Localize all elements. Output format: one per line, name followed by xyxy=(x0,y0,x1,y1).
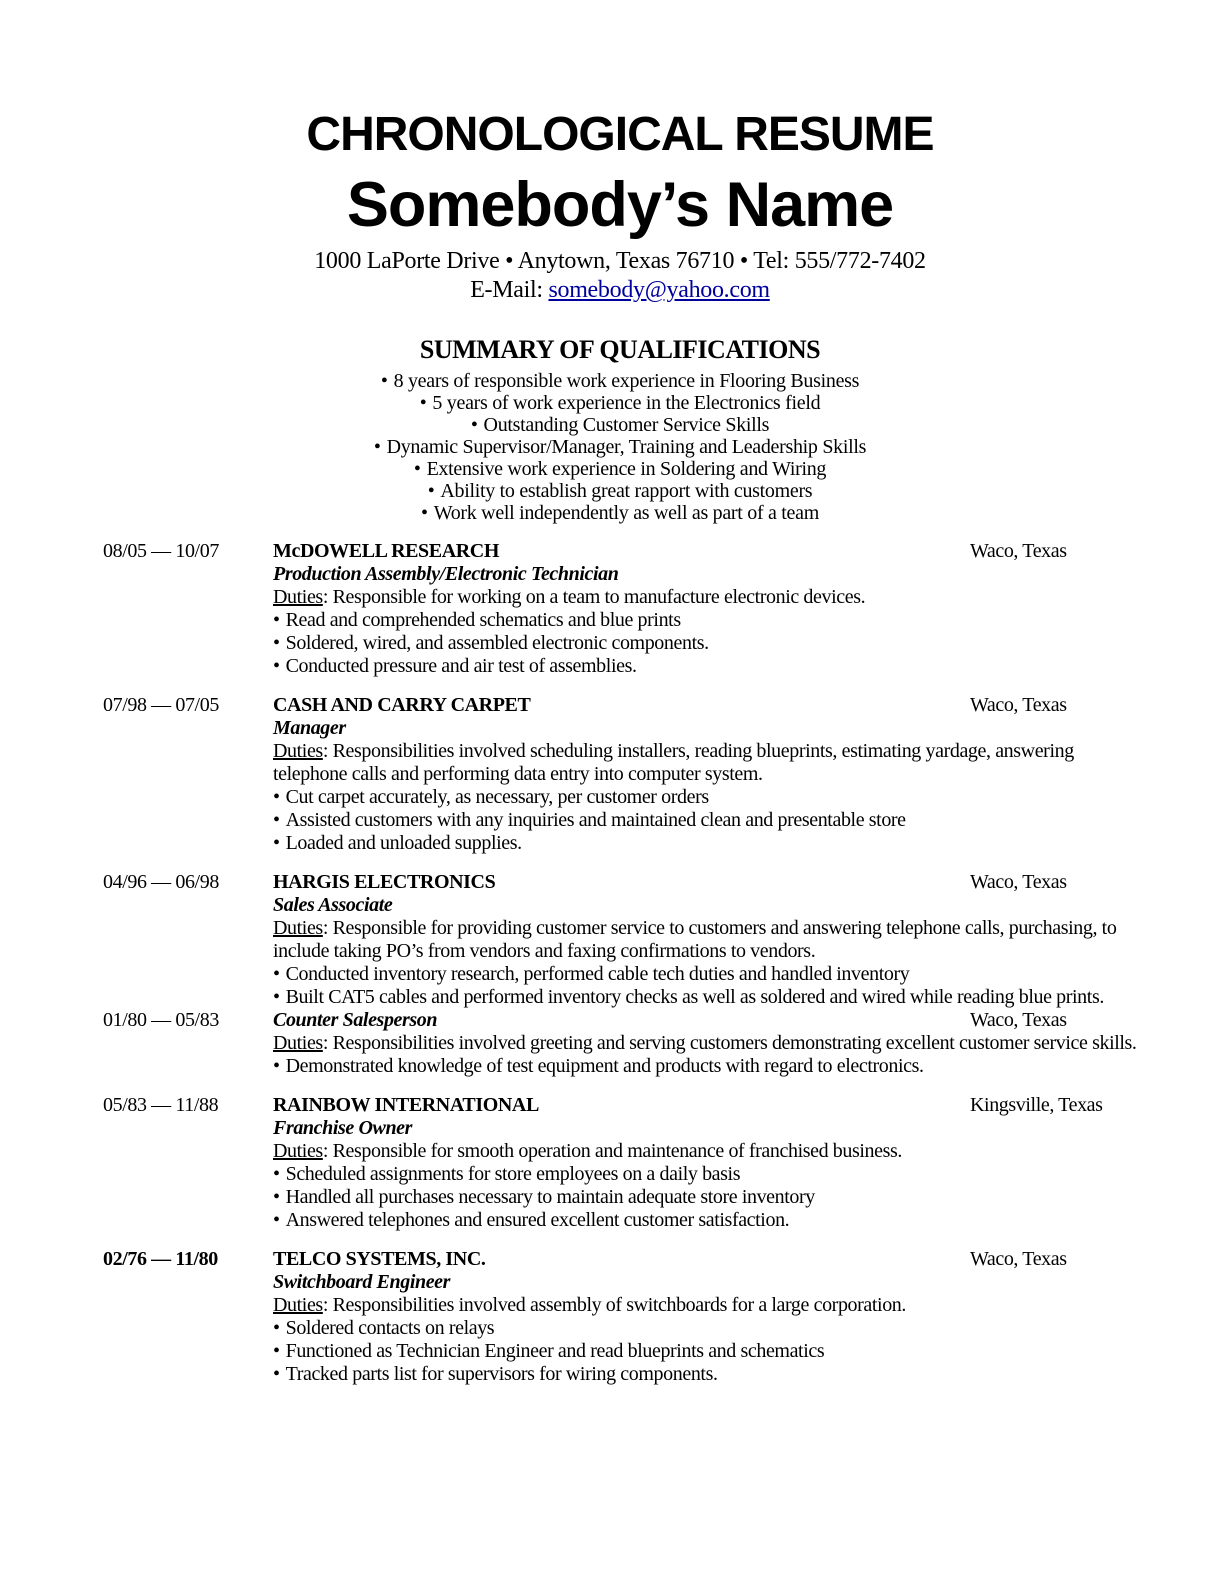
job-bullet-item xyxy=(273,632,1145,655)
bullet-icon: • xyxy=(419,392,427,414)
address-line: 1000 LaPorte Drive • Anytown, Texas 76710 • Tel: 555/772-7402 xyxy=(314,248,926,274)
job-bullet-text: Built CAT5 cables and performed inventory checks as well as soldered and wired while reading blue prints. xyxy=(285,986,1104,1008)
job-bullet-text: Soldered contacts on relays xyxy=(285,1317,495,1339)
bullet-icon: • xyxy=(427,480,435,502)
bullet-icon: • xyxy=(273,963,280,985)
job-bullet-text: Conducted pressure and air test of assemblies. xyxy=(285,655,637,677)
job-dates: 08/05 — 10/07 xyxy=(103,540,219,562)
duties-text: Responsibilities involved scheduling installers, reading blueprints, estimating yardage, answering telephone calls and performing data entry into computer system. xyxy=(273,740,1074,785)
bullet-icon: • xyxy=(380,370,388,392)
job-bullet-text: Assisted customers with any inquiries and maintained clean and presentable store xyxy=(285,809,906,831)
job-duties xyxy=(273,1032,1145,1055)
job-location: Waco, Texas xyxy=(970,1248,1067,1270)
duties-label: Duties xyxy=(273,1294,323,1316)
job-title: Counter Salesperson xyxy=(273,1009,438,1031)
bullet-icon: • xyxy=(273,786,280,808)
job-dates: 04/96 — 06/98 xyxy=(103,871,219,893)
summary-item xyxy=(16,436,1224,458)
job-duties xyxy=(273,1294,1145,1317)
job-bullet-item xyxy=(273,1163,1145,1186)
email-line xyxy=(16,276,1224,305)
job-entry xyxy=(103,1009,1224,1078)
job-bullet-item xyxy=(273,786,1145,809)
duties-label: Duties xyxy=(273,740,323,762)
duties-text: Responsible for working on a team to manufacture electronic devices. xyxy=(332,586,866,608)
job-content xyxy=(273,694,1145,855)
job-bullet-item xyxy=(273,986,1145,1009)
job-bullet-item xyxy=(273,1055,1145,1078)
job-duties xyxy=(273,740,1145,786)
bullet-icon: • xyxy=(373,436,381,458)
job-bullet-item xyxy=(273,809,1145,832)
bullet-icon: • xyxy=(273,1055,280,1077)
summary-item-text: Outstanding Customer Service Skills xyxy=(483,414,770,436)
job-entry xyxy=(103,1094,1224,1232)
summary-item xyxy=(16,480,1224,502)
company-name: HARGIS ELECTRONICS xyxy=(273,871,496,893)
job-entry xyxy=(103,540,1224,678)
job-bullet-item xyxy=(273,1209,1145,1232)
summary-item xyxy=(16,502,1224,524)
resume-header xyxy=(16,0,1224,305)
job-dates: 01/80 — 05/83 xyxy=(103,1009,219,1031)
duties-label: Duties xyxy=(273,1032,323,1054)
job-bullet-item xyxy=(273,1363,1145,1386)
job-bullet-item xyxy=(273,655,1145,678)
job-bullet-item xyxy=(273,1186,1145,1209)
summary-item xyxy=(16,414,1224,436)
job-bullet-text: Loaded and unloaded supplies. xyxy=(285,832,522,854)
bullet-icon: • xyxy=(273,1209,280,1231)
duties-label: Duties xyxy=(273,1140,323,1162)
job-duties xyxy=(273,586,1145,609)
job-title: Franchise Owner xyxy=(273,1117,413,1139)
summary-item xyxy=(16,458,1224,480)
company-name: TELCO SYSTEMS, INC. xyxy=(273,1248,486,1270)
bullet-icon: • xyxy=(273,1186,280,1208)
duties-colon: : xyxy=(322,1032,333,1054)
bullet-icon: • xyxy=(273,832,280,854)
duties-colon: : xyxy=(322,740,333,762)
job-duties xyxy=(273,1140,1145,1163)
job-dates: 02/76 — 11/80 xyxy=(103,1248,218,1270)
bullet-icon: • xyxy=(273,1363,280,1385)
company-name: RAINBOW INTERNATIONAL xyxy=(273,1094,539,1116)
email-label: E-Mail: xyxy=(470,277,543,303)
person-name: Somebody’s Name xyxy=(346,170,894,240)
job-dates: 07/98 — 07/05 xyxy=(103,694,219,716)
summary-heading: SUMMARY OF QUALIFICATIONS xyxy=(419,335,821,364)
job-bullet-text: Demonstrated knowledge of test equipment and products with regard to electronics. xyxy=(285,1055,924,1077)
summary-list xyxy=(16,370,1224,524)
job-bullet-text: Scheduled assignments for store employees on a daily basis xyxy=(285,1163,741,1185)
bullet-icon: • xyxy=(421,502,428,524)
job-entry xyxy=(103,694,1224,855)
duties-colon: : xyxy=(322,586,333,608)
job-location: Waco, Texas xyxy=(970,1009,1067,1031)
email-link[interactable]: somebody@yahoo.com xyxy=(548,277,770,303)
bullet-icon: • xyxy=(273,609,280,631)
job-bullet-text: Conducted inventory research, performed cable tech duties and handled inventory xyxy=(285,963,910,985)
duties-text: Responsibilities involved assembly of switchboards for a large corporation. xyxy=(332,1294,906,1316)
company-name: McDOWELL RESEARCH xyxy=(273,540,500,562)
experience-section xyxy=(0,540,1224,1386)
job-bullet-item xyxy=(273,1340,1145,1363)
bullet-icon: • xyxy=(273,809,280,831)
job-bullet-text: Soldered, wired, and assembled electronic components. xyxy=(285,632,709,654)
job-title: Switchboard Engineer xyxy=(273,1271,451,1293)
summary-item-text: Dynamic Supervisor/Manager, Training and Leadership Skills xyxy=(386,436,867,458)
document-title: CHRONOLOGICAL RESUME xyxy=(306,108,934,161)
bullet-icon: • xyxy=(273,632,280,654)
job-bullet-text: Answered telephones and ensured excellent customer satisfaction. xyxy=(285,1209,790,1231)
job-bullet-text: Tracked parts list for supervisors for wiring components. xyxy=(285,1363,718,1385)
duties-colon: : xyxy=(322,917,333,939)
bullet-icon: • xyxy=(470,414,478,436)
duties-colon: : xyxy=(322,1294,333,1316)
summary-section xyxy=(16,335,1224,524)
summary-item-text: Extensive work experience in Soldering and Wiring xyxy=(426,458,827,480)
company-name: CASH AND CARRY CARPET xyxy=(273,694,531,716)
job-dates: 05/83 — 11/88 xyxy=(103,1094,219,1116)
job-entry xyxy=(103,871,1224,1009)
job-bullet-text: Cut carpet accurately, as necessary, per customer orders xyxy=(285,786,709,808)
job-location: Waco, Texas xyxy=(970,871,1067,893)
job-bullet-text: Read and comprehended schematics and blue prints xyxy=(285,609,681,631)
job-bullet-item xyxy=(273,609,1145,632)
job-location: Waco, Texas xyxy=(970,540,1067,562)
job-duties xyxy=(273,917,1145,963)
duties-text: Responsibilities involved greeting and serving customers demonstrating excellent customer service skills. xyxy=(332,1032,1137,1054)
job-location: Waco, Texas xyxy=(970,694,1067,716)
job-title: Sales Associate xyxy=(273,894,393,916)
bullet-icon: • xyxy=(273,655,280,677)
duties-text: Responsible for smooth operation and maintenance of franchised business. xyxy=(332,1140,902,1162)
job-bullet-item xyxy=(273,832,1145,855)
bullet-icon: • xyxy=(273,1163,280,1185)
summary-item-text: Work well independently as well as part of a team xyxy=(433,502,819,524)
duties-colon: : xyxy=(322,1140,333,1162)
summary-item xyxy=(16,392,1224,414)
job-location: Kingsville, Texas xyxy=(970,1094,1103,1116)
summary-item-text: Ability to establish great rapport with customers xyxy=(440,480,813,502)
job-bullet-text: Functioned as Technician Engineer and read blueprints and schematics xyxy=(285,1340,825,1362)
duties-label: Duties xyxy=(273,917,323,939)
summary-item-text: 5 years of work experience in the Electronics field xyxy=(432,392,821,414)
job-title: Manager xyxy=(273,717,346,739)
summary-item-text: 8 years of responsible work experience in Flooring Business xyxy=(393,370,860,392)
bullet-icon: • xyxy=(273,1340,280,1362)
job-bullet-item xyxy=(273,963,1145,986)
bullet-icon: • xyxy=(413,458,421,480)
job-bullet-text: Handled all purchases necessary to maintain adequate store inventory xyxy=(285,1186,815,1208)
duties-label: Duties xyxy=(273,586,323,608)
job-title: Production Assembly/Electronic Technician xyxy=(273,563,619,585)
job-bullet-item xyxy=(273,1317,1145,1340)
bullet-icon: • xyxy=(273,1317,280,1339)
bullet-icon: • xyxy=(273,986,280,1008)
job-entry xyxy=(103,1248,1224,1386)
summary-item xyxy=(16,370,1224,392)
duties-text: Responsible for providing customer service to customers and answering telephone calls, purchasing, to include taking PO’s from vendors and faxing confirmations to vendors. xyxy=(273,917,1117,962)
